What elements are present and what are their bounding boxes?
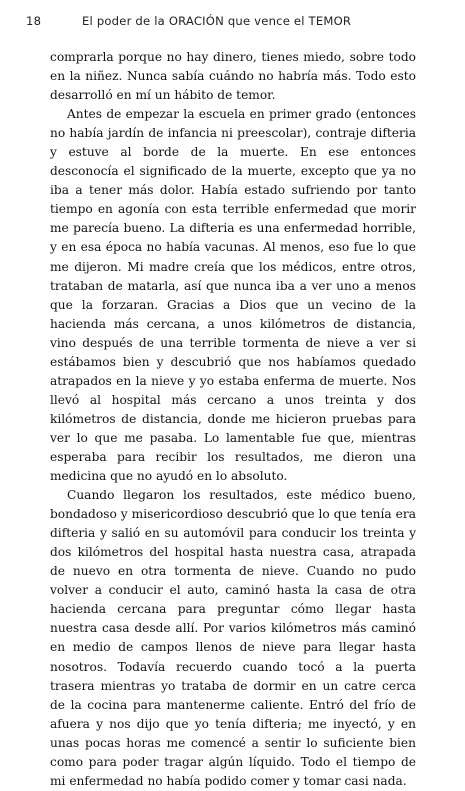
- body-text: [50, 48, 416, 791]
- running-header: [26, 14, 438, 34]
- paragraph-diphtheria: Antes de empezar la escuela en primer grado (entonces no había jardín de infancia ni preescolar), contraje difteria y estuve al borde de la muerte. En ese entonces desconocía el significado de la muerte, excepto que ya no iba a tener más dolor. Había estado sufriendo por tanto tiempo en agonía con esta terrible enfermedad que morir me parecía bueno. La difteria es una enfermedad horrible, y en esa época no había vacunas. Al menos, eso fue lo que me dijeron. Mi madre creía que los médicos, entre otros, trataban de matarla, así que nunca iba a ver uno a menos que la forzaran. Gracias a Dios que un vecino de la hacienda más cercana, a unos kilómetros de distancia, vino después de una terrible tormenta de nieve a ver si estábamos bien y descubrió que nos habíamos quedado atrapados en la nieve y yo estaba enferma de muerte. Nos llevó al hospital más cercano a unos treinta y dos kilómetros de distancia, donde me hicieron pruebas para ver lo que me pasaba. Lo lamentable fue que, mientras esperaba para recibir los resultados, me dieron una medicina que no ayudó en lo absoluto.: [50, 107, 416, 484]
- paragraph-doctor-visit: Cuando llegaron los resultados, este médico bueno, bondadoso y misericordioso descubrió que lo que tenía era difteria y salió en su automóvil para conducir los treinta y dos kilómetros del hospital hasta nuestra casa, atrapada de nuevo en otra tormenta de nieve. Cuando no pudo volver a conducir el auto, caminó hasta la casa de otra hacienda cercana para preguntar cómo llegar hasta nuestra casa desde allí. Por varios kilómetros más caminó en medio de campos llenos de nieve para llegar hasta nosotros. Todavía recuerdo cuando tocó a la puerta trasera mientras yo trataba de dormir en un catre cerca de la cocina para mantenerme caliente. Entró del frío de afuera y nos dijo que yo tenía difteria; me inyectó, y en unas pocas horas me comencé a sentir lo suficiente bien como para poder tragar algún líquido. Todo el tiempo de mi enfermedad no había podido comer y tomar casi nada.: [50, 488, 416, 788]
- book-title: El poder de la ORACIÓN que vence el TEMOR: [82, 14, 352, 28]
- paragraph-continued: comprarla porque no hay dinero, tienes miedo, sobre todo en la niñez. Nunca sabía cuándo no habría más. Todo esto desarrolló en mí un hábito de temor.: [50, 50, 416, 103]
- page-number: 18: [26, 14, 42, 28]
